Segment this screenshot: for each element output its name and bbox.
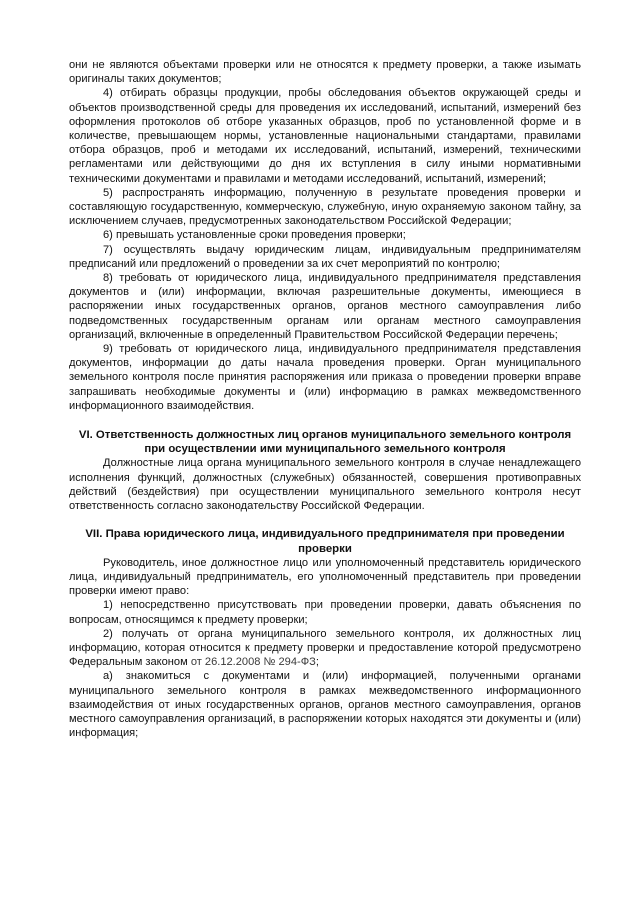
document-page: [69, 58, 581, 740]
paragraph-item-7: 7) осуществлять выдачу юридическим лицам, индивидуальным предпринимателям предписаний или предложений о проведении за их счет мероприятий по контролю;: [69, 243, 581, 270]
paragraph-item-9: 9) требовать от юридического лица, индивидуального предпринимателя представления документов, информации до даты начала проведения проверки. Орган муниципального земельного контроля после принятия распоряжения или приказа о проведении проверки вправе запрашивать необходимые документы и (или) информацию в рамках межведомственного информационного взаимодействия.: [69, 343, 581, 412]
section-7-item-a: а) знакомиться с документами и (или) информацией, полученными органами муниципального земельного контроля в рамках межведомственного информационного взаимодействия от иных государственных органов, органов местного самоуправления, органов местного самоуправления организаций, в распоряжении которых находятся эти документы и (или) информация;: [69, 670, 581, 740]
paragraph-item-8: 8) требовать от юридического лица, индивидуального предпринимателя представления документов и (или) информации, включая разрешительные документы, имеющиеся в распоряжении иных государственных органов, органов местного самоуправления либо подведомственных государственным органам или органам местного самоуправления организаций, включенные в определенный Правительством Российской Федерации перечень;: [69, 272, 581, 341]
section-7-item-2: [69, 627, 581, 670]
paragraph-item-5: 5) распространять информацию, полученную в результате проведения проверки и составляющую государственную, коммерческую, служебную, иную охраняемую законом тайну, за исключением случаев, предусмотренных законодательством Российской Федерации;: [69, 186, 581, 228]
paragraph-item-6: 6) превышать установленные сроки проведения проверки;: [103, 229, 406, 242]
section-7-item-1: 1) непосредственно присутствовать при проведении проверки, давать объяснения по вопросам, относящимся к предмету проверки;: [69, 599, 581, 626]
section-7-intro: Руководитель, иное должностное лицо или уполномоченный представитель юридического лица, индивидуальный предприниматель, его уполномоченный представитель при проведении проверки имеют право:: [69, 556, 581, 598]
law-reference: от 26.12.2008 № 294-ФЗ: [190, 656, 316, 669]
section-7-item-2-end: ;: [315, 656, 319, 669]
section-6-heading: VI. Ответственность должностных лиц органов муниципального земельного контроля при осуществлении ими муниципального земельного контроля: [78, 429, 572, 456]
paragraph-item-4: 4) отбирать образцы продукции, пробы обследования объектов окружающей среды и объектов производственной среды для проведения их исследований, испытаний, измерений без оформления протоколов об отборе указанных образцов, проб по установленной форме и в количестве, превышающем нормы, установленные национальными стандартами, правилами отбора образцов, проб и методами их исследований, испытаний, измерений, техническими регламентами или действующими до дня их вступления в силу иными нормативными техническими документами и правилами и методами исследований, испытаний, измерений;: [69, 87, 581, 185]
section-7-heading: VII. Права юридического лица, индивидуального предпринимателя при проведении проверки: [85, 528, 565, 555]
paragraph-continuation: они не являются объектами проверки или не относятся к предмету проверки, а также изымать оригиналы таких документов;: [69, 59, 581, 86]
section-7-item-2-text: 2) получать от органа муниципального земельного контроля, их должностных лиц информацию, которая относится к предмету проверки и предоставление которой предусмотрено Федеральным законом: [69, 627, 581, 669]
section-6-body: Должностные лица органа муниципального земельного контроля в случае ненадлежащего исполнения функций, должностных (служебных) обязанностей, совершения противоправных действий (бездействия) при осуществлении муниципального земельного контроля несут ответственность согласно законодательству Российской Федерации.: [69, 457, 581, 513]
